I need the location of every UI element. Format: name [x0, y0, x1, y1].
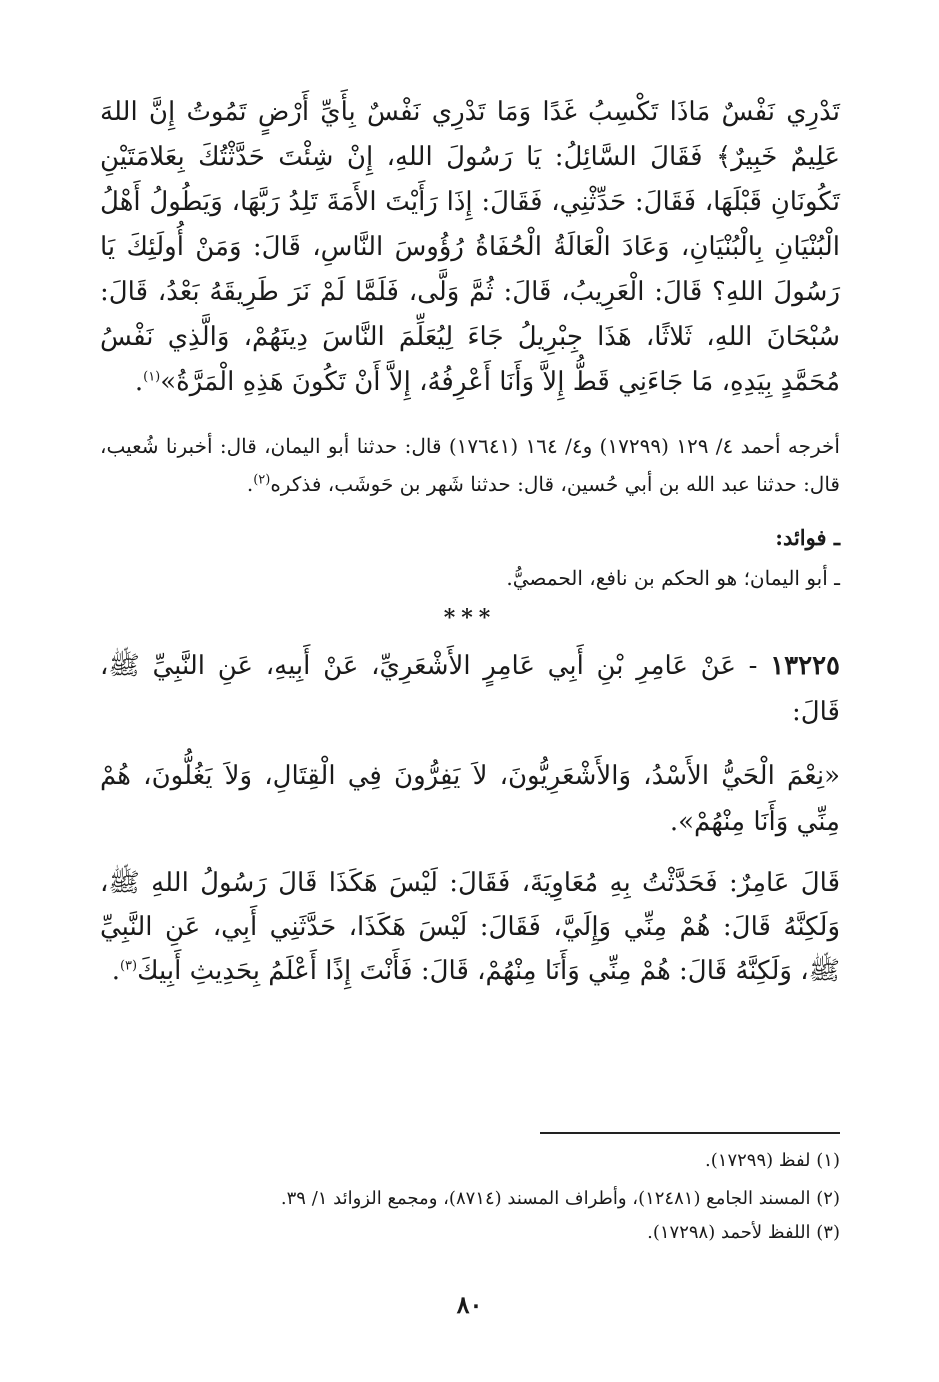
takhrij-paragraph: أخرجه أحمد ٤/ ١٢٩ (١٧٢٩٩) و٤/ ١٦٤ (١٧٦٤١) قال: حدثنا أبو اليمان، قال: أخبرنا شُعيب، قال: حدثنا عبد الله بن أبي حُسين، قال: حدثنا شَهر بن حَوشَب، فذكره$^{(٢)}$.	[100, 434, 840, 496]
footnote-ref-2[interactable]: (٢)	[253, 472, 271, 488]
hadith-continuation-paragraph: تَدْرِي نَفْسٌ مَاذَا تَكْسِبُ غَدًا وَمَا تَدْرِي نَفْسٌ بِأَيِّ أَرْضٍ تَمُوتُ إِنَّ اللهَ عَلِيمٌ خَبِيرٌ﴾ فَقَالَ السَّائِلُ: يَا رَسُولَ اللهِ، إِنْ شِئْتَ حَدَّثْتُكَ بِعَلامَتَيْنِ تَكُونَانِ قَبْلَهَا، فَقَالَ: حَدِّثْنِي، فَقَالَ: إِذَا رَأَيْتَ الأَمَةَ تَلِدُ رَبَّهَا، وَيَطُولُ أَهْلُ الْبُنْيَانِ بِالْبُنْيَانِ، وَعَادَ الْعَالَةُ الْحُفَاةُ رُؤُوسَ النَّاسِ، قَالَ: وَمَنْ أُولَئِكَ يَا رَسُولَ اللهِ؟ قَالَ: الْعَرِيبُ، قَالَ: ثُمَّ وَلَّى، فَلَمَّا لَمْ نَرَ طَرِيقَهُ بَعْدُ، قَالَ: سُبْحَانَ اللهِ، ثَلاثًا، هَذَا جِبْرِيلُ جَاءَ لِيُعَلِّمَ النَّاسَ دِينَهُمْ، وَالَّذِي نَفْسُ مُحَمَّدٍ بِيَدِهِ، مَا جَاءَنِي قَطُّ إِلاَّ وَأَنَا أَعْرِفُهُ، إِلاَّ أَنْ تَكُونَ هَذِهِ الْمَرَّةُ»$^{(١)}$.	[100, 97, 840, 397]
footnote-divider	[540, 1132, 840, 1134]
footnote-1: (١) لفظ (١٧٢٩٩).	[705, 1150, 840, 1171]
footnote-ref-3[interactable]: (٣)	[119, 958, 138, 974]
hadith-isnad: - عَنْ عَامِرِ بْنِ أَبِي عَامِرٍ الأَشْعَرِيِّ، عَنْ أَبِيهِ، عَنِ النَّبِيِّ ﷺ، قَالَ:	[100, 651, 840, 727]
footnote-2: (٢) المسند الجامع (١٢٤٨١)، وأطراف المسند (٨٧١٤)، ومجمع الزوائد ١/ ٣٩.	[280, 1188, 840, 1209]
benefits-heading: ـ فوائد:	[775, 525, 840, 550]
hadith-continuation-text: تَدْرِي نَفْسٌ مَاذَا تَكْسِبُ غَدًا وَمَا تَدْرِي نَفْسٌ بِأَيِّ أَرْضٍ تَمُوتُ إِنَّ اللهَ عَلِيمٌ خَبِيرٌ﴾ فَقَالَ السَّائِلُ: يَا رَسُولَ اللهِ، إِنْ شِئْتَ حَدَّثْتُكَ بِعَلامَتَيْنِ تَكُونَانِ قَبْلَهَا، فَقَالَ: حَدِّثْنِي، فَقَالَ: إِذَا رَأَيْتَ الأَمَةَ تَلِدُ رَبَّهَا، وَيَطُولُ أَهْلُ الْبُنْيَانِ بِالْبُنْيَانِ، وَعَادَ الْعَالَةُ الْحُفَاةُ رُؤُوسَ النَّاسِ، قَالَ: وَمَنْ أُولَئِكَ يَا رَسُولَ اللهِ؟ قَالَ: الْعَرِيبُ، قَالَ: ثُمَّ وَلَّى، فَلَمَّا لَمْ نَرَ طَرِيقَهُ بَعْدُ، قَالَ: سُبْحَانَ اللهِ، ثَلاثًا، هَذَا جِبْرِيلُ جَاءَ لِيُعَلِّمَ النَّاسَ دِينَهُمْ، وَالَّذِي نَفْسُ مُحَمَّدٍ بِيَدِهِ، مَا جَاءَنِي قَطُّ إِلاَّ وَأَنَا أَعْرِفُهُ، إِلاَّ أَنْ تَكُونَ هَذِهِ الْمَرَّةُ»	[100, 97, 840, 397]
hadith-heading	[100, 643, 840, 735]
takhrij-text: أخرجه أحمد ٤/ ١٢٩ (١٧٢٩٩) و٤/ ١٦٤ (١٧٦٤١) قال: حدثنا أبو اليمان، قال: أخبرنا شُعيب، قال: حدثنا عبد الله بن أبي حُسين، قال: حدثنا شَهر بن حَوشَب، فذكره	[100, 434, 840, 496]
amir-text: قَالَ عَامِرٌ: فَحَدَّثْتُ بِهِ مُعَاوِيَةَ، فَقَالَ: لَيْسَ هَكَذَا قَالَ رَسُولُ اللهِ ﷺ، وَلَكِنَّهُ قَالَ: هُمْ مِنِّي وَإِلَيَّ، فَقَالَ: لَيْسَ هَكَذَا، حَدَّثَنِي أَبِي، عَنِ النَّبِيِّ ﷺ، وَلَكِنَّهُ قَالَ: هُمْ مِنِّي وَأَنَا مِنْهُمْ، قَالَ: فَأَنْتَ إِذًا أَعْلَمُ بِحَدِيثِ أَبِيكَ	[100, 868, 840, 986]
page-number: ٨٠	[456, 1290, 483, 1319]
hadith-matn: «نِعْمَ الْحَيُّ الأَسْدُ، وَالأَشْعَرِيُّونَ، لاَ يَفِرُّونَ فِي الْقِتَالِ، وَلاَ يَغُلُّونَ، هُمْ مِنِّي وَأَنَا مِنْهُمْ».	[100, 761, 840, 837]
footnote-ref-1[interactable]: (١)	[143, 369, 161, 385]
footnote-3: (٣) اللفظ لأحمد (١٧٢٩٨).	[647, 1222, 840, 1243]
section-separator: ***	[443, 605, 497, 631]
hadith-number: ١٣٢٢٥	[770, 651, 841, 681]
page-body	[100, 90, 840, 993]
amir-paragraph: قَالَ عَامِرٌ: فَحَدَّثْتُ بِهِ مُعَاوِيَةَ، فَقَالَ: لَيْسَ هَكَذَا قَالَ رَسُولُ اللهِ ﷺ، وَلَكِنَّهُ قَالَ: هُمْ مِنِّي وَإِلَيَّ، فَقَالَ: لَيْسَ هَكَذَا، حَدَّثَنِي أَبِي، عَنِ النَّبِيِّ ﷺ، وَلَكِنَّهُ قَالَ: هُمْ مِنِّي وَأَنَا مِنْهُمْ، قَالَ: فَأَنْتَ إِذًا أَعْلَمُ بِحَدِيثِ أَبِيكَ$^{(٣)}$.	[100, 868, 840, 986]
benefit-item: ـ أبو اليمان؛ هو الحكم بن نافع، الحمصيُّ.	[506, 566, 840, 590]
